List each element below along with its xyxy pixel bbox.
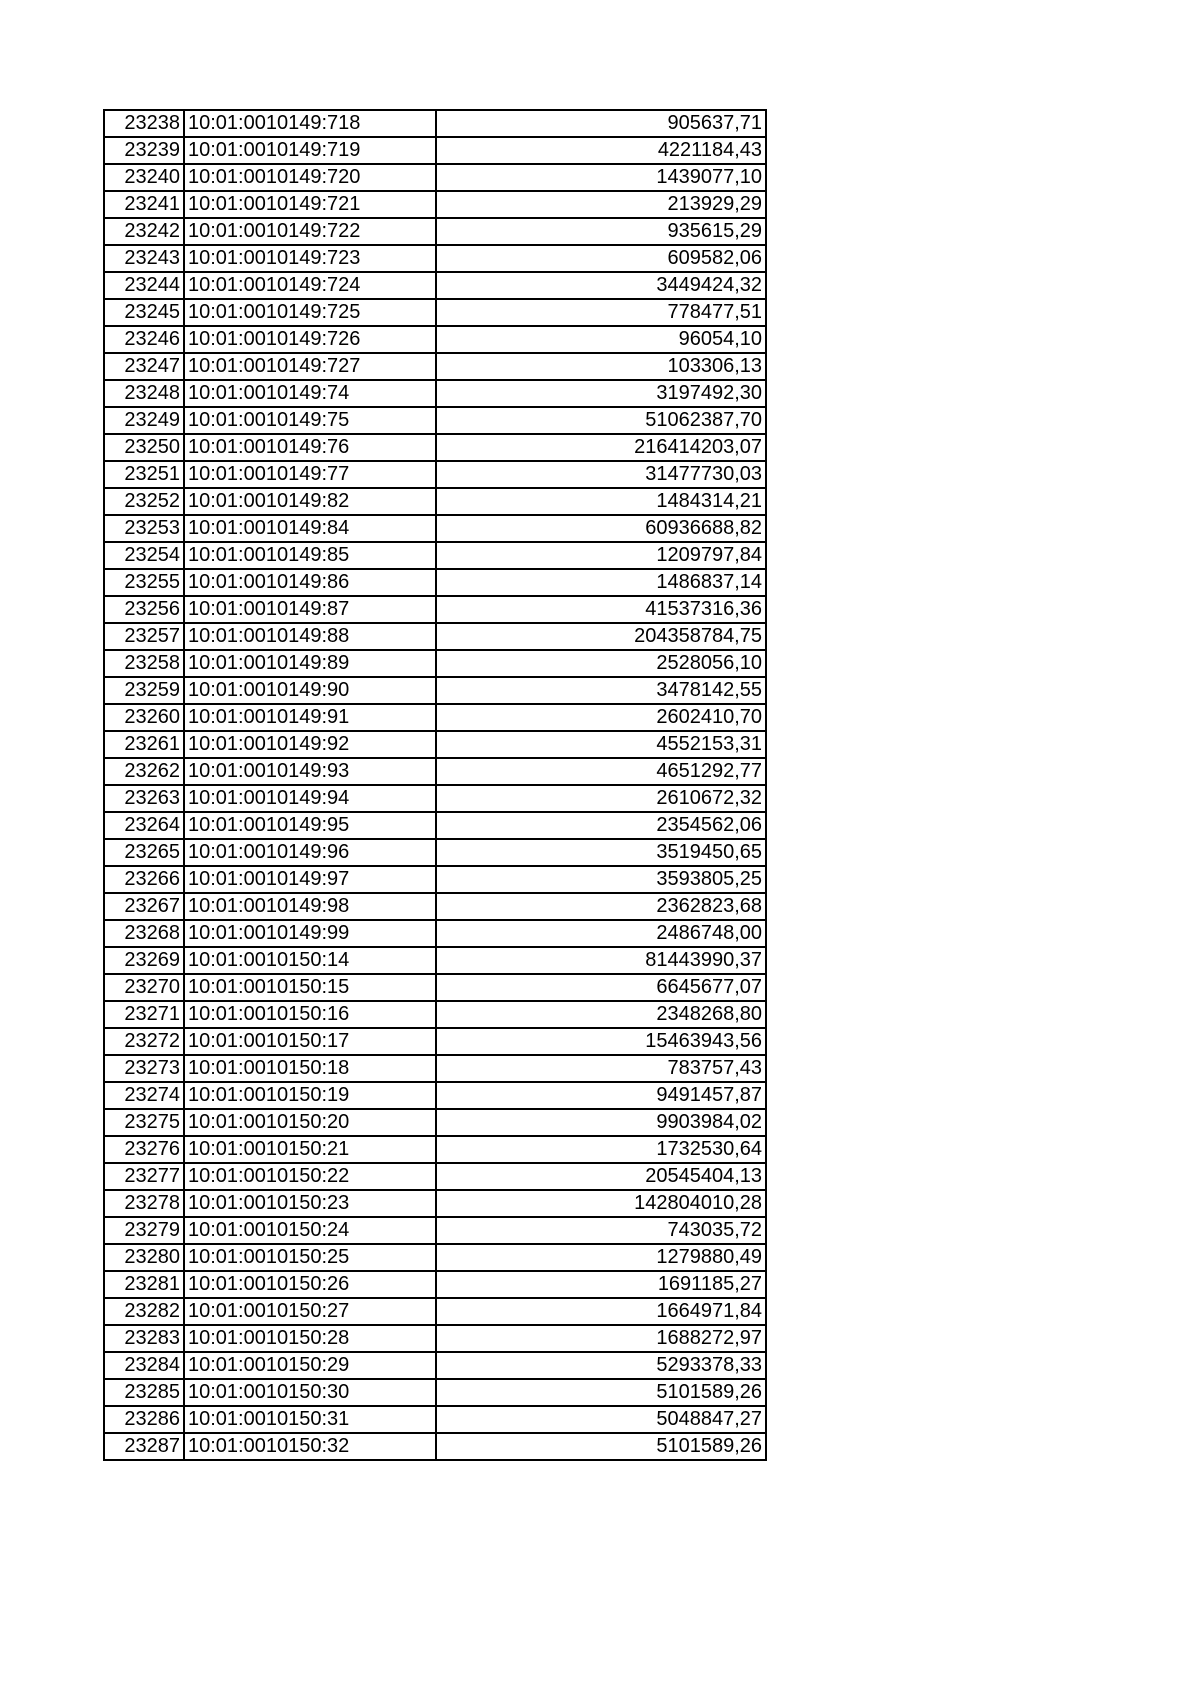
cadastral-number-cell: 10:01:0010149:75 [184,407,436,434]
cadastral-number-cell: 10:01:0010149:93 [184,758,436,785]
cadastral-number-cell: 10:01:0010149:82 [184,488,436,515]
cadastral-number-cell: 10:01:0010150:25 [184,1244,436,1271]
cadastral-number-cell: 10:01:0010149:723 [184,245,436,272]
table-row [104,947,766,974]
row-number-cell: 23255 [104,569,184,596]
row-number-cell: 23271 [104,1001,184,1028]
cadastral-number-cell: 10:01:0010149:721 [184,191,436,218]
row-number-cell: 23260 [104,704,184,731]
cadastral-number-cell: 10:01:0010149:720 [184,164,436,191]
row-number-cell: 23256 [104,596,184,623]
row-number-cell: 23246 [104,326,184,353]
table-row [104,785,766,812]
table-row [104,326,766,353]
row-number-cell: 23238 [104,110,184,137]
row-number-cell: 23267 [104,893,184,920]
cadastral-number-cell: 10:01:0010149:98 [184,893,436,920]
cadastral-number-cell: 10:01:0010149:722 [184,218,436,245]
row-number-cell: 23247 [104,353,184,380]
table-row [104,1136,766,1163]
cadastral-number-cell: 10:01:0010150:20 [184,1109,436,1136]
row-number-cell: 23278 [104,1190,184,1217]
row-number-cell: 23277 [104,1163,184,1190]
cadastral-number-cell: 10:01:0010150:18 [184,1055,436,1082]
row-number-cell: 23280 [104,1244,184,1271]
value-cell: 103306,13 [436,353,766,380]
table-row [104,677,766,704]
value-cell: 2602410,70 [436,704,766,731]
row-number-cell: 23259 [104,677,184,704]
row-number-cell: 23263 [104,785,184,812]
table-row [104,920,766,947]
table-row [104,1325,766,1352]
value-cell: 216414203,07 [436,434,766,461]
cadastral-number-cell: 10:01:0010150:16 [184,1001,436,1028]
row-number-cell: 23279 [104,1217,184,1244]
cadastral-number-cell: 10:01:0010150:15 [184,974,436,1001]
table-row [104,758,766,785]
cadastral-number-cell: 10:01:0010150:26 [184,1271,436,1298]
cadastral-number-cell: 10:01:0010149:725 [184,299,436,326]
cadastral-number-cell: 10:01:0010150:21 [184,1136,436,1163]
value-cell: 3478142,55 [436,677,766,704]
table-row [104,596,766,623]
cadastral-number-cell: 10:01:0010149:87 [184,596,436,623]
cadastral-number-cell: 10:01:0010150:31 [184,1406,436,1433]
row-number-cell: 23266 [104,866,184,893]
table-row [104,866,766,893]
cadastral-number-cell: 10:01:0010149:76 [184,434,436,461]
cadastral-number-cell: 10:01:0010149:94 [184,785,436,812]
row-number-cell: 23272 [104,1028,184,1055]
table-row [104,812,766,839]
cadastral-number-cell: 10:01:0010149:92 [184,731,436,758]
value-cell: 9903984,02 [436,1109,766,1136]
value-cell: 1732530,64 [436,1136,766,1163]
cadastral-number-cell: 10:01:0010149:726 [184,326,436,353]
row-number-cell: 23273 [104,1055,184,1082]
table-row [104,1271,766,1298]
row-number-cell: 23250 [104,434,184,461]
row-number-cell: 23270 [104,974,184,1001]
value-cell: 6645677,07 [436,974,766,1001]
row-number-cell: 23285 [104,1379,184,1406]
cadastral-number-cell: 10:01:0010149:718 [184,110,436,137]
row-number-cell: 23286 [104,1406,184,1433]
data-table [103,109,767,1461]
value-cell: 5101589,26 [436,1379,766,1406]
cadastral-number-cell: 10:01:0010149:88 [184,623,436,650]
value-cell: 2354562,06 [436,812,766,839]
table-row [104,1082,766,1109]
value-cell: 3449424,32 [436,272,766,299]
cadastral-number-cell: 10:01:0010150:27 [184,1298,436,1325]
value-cell: 4221184,43 [436,137,766,164]
value-cell: 743035,72 [436,1217,766,1244]
row-number-cell: 23282 [104,1298,184,1325]
table-row [104,1217,766,1244]
value-cell: 213929,29 [436,191,766,218]
table-row [104,1379,766,1406]
row-number-cell: 23264 [104,812,184,839]
row-number-cell: 23244 [104,272,184,299]
row-number-cell: 23283 [104,1325,184,1352]
cadastral-number-cell: 10:01:0010150:23 [184,1190,436,1217]
row-number-cell: 23257 [104,623,184,650]
value-cell: 142804010,28 [436,1190,766,1217]
table-row [104,434,766,461]
cadastral-number-cell: 10:01:0010150:30 [184,1379,436,1406]
cadastral-number-cell: 10:01:0010149:84 [184,515,436,542]
table-row [104,731,766,758]
table-row [104,1163,766,1190]
row-number-cell: 23254 [104,542,184,569]
cadastral-number-cell: 10:01:0010149:85 [184,542,436,569]
row-number-cell: 23276 [104,1136,184,1163]
row-number-cell: 23251 [104,461,184,488]
row-number-cell: 23269 [104,947,184,974]
cadastral-number-cell: 10:01:0010149:77 [184,461,436,488]
value-cell: 3519450,65 [436,839,766,866]
table-row [104,1109,766,1136]
table-row [104,1298,766,1325]
row-number-cell: 23261 [104,731,184,758]
row-number-cell: 23241 [104,191,184,218]
value-cell: 5101589,26 [436,1433,766,1460]
value-cell: 15463943,56 [436,1028,766,1055]
table-row [104,1244,766,1271]
cadastral-number-cell: 10:01:0010150:14 [184,947,436,974]
table-row [104,1001,766,1028]
table-row [104,407,766,434]
row-number-cell: 23268 [104,920,184,947]
cadastral-number-cell: 10:01:0010149:86 [184,569,436,596]
value-cell: 1209797,84 [436,542,766,569]
cadastral-number-cell: 10:01:0010149:719 [184,137,436,164]
table-row [104,461,766,488]
value-cell: 1439077,10 [436,164,766,191]
row-number-cell: 23240 [104,164,184,191]
row-number-cell: 23252 [104,488,184,515]
table-row [104,380,766,407]
table-row [104,1055,766,1082]
table-row [104,569,766,596]
table-row [104,218,766,245]
value-cell: 2528056,10 [436,650,766,677]
value-cell: 81443990,37 [436,947,766,974]
value-cell: 2486748,00 [436,920,766,947]
value-cell: 41537316,36 [436,596,766,623]
table-row [104,164,766,191]
table-row [104,650,766,677]
table-row [104,893,766,920]
row-number-cell: 23243 [104,245,184,272]
cadastral-number-cell: 10:01:0010150:24 [184,1217,436,1244]
table-row [104,353,766,380]
value-cell: 3197492,30 [436,380,766,407]
table-row [104,272,766,299]
row-number-cell: 23275 [104,1109,184,1136]
value-cell: 1664971,84 [436,1298,766,1325]
value-cell: 905637,71 [436,110,766,137]
value-cell: 31477730,03 [436,461,766,488]
row-number-cell: 23274 [104,1082,184,1109]
value-cell: 778477,51 [436,299,766,326]
value-cell: 51062387,70 [436,407,766,434]
table-row [104,1190,766,1217]
row-number-cell: 23262 [104,758,184,785]
value-cell: 783757,43 [436,1055,766,1082]
value-cell: 1484314,21 [436,488,766,515]
cadastral-number-cell: 10:01:0010150:29 [184,1352,436,1379]
value-cell: 609582,06 [436,245,766,272]
cadastral-number-cell: 10:01:0010150:17 [184,1028,436,1055]
cadastral-number-cell: 10:01:0010149:724 [184,272,436,299]
cadastral-number-cell: 10:01:0010149:99 [184,920,436,947]
value-cell: 1486837,14 [436,569,766,596]
value-cell: 96054,10 [436,326,766,353]
cadastral-number-cell: 10:01:0010150:28 [184,1325,436,1352]
value-cell: 2610672,32 [436,785,766,812]
row-number-cell: 23265 [104,839,184,866]
table-row [104,1352,766,1379]
value-cell: 5048847,27 [436,1406,766,1433]
table-row [104,191,766,218]
value-cell: 1688272,97 [436,1325,766,1352]
cadastral-number-cell: 10:01:0010149:96 [184,839,436,866]
row-number-cell: 23248 [104,380,184,407]
cadastral-number-cell: 10:01:0010149:727 [184,353,436,380]
cadastral-number-cell: 10:01:0010149:74 [184,380,436,407]
row-number-cell: 23239 [104,137,184,164]
table-row [104,137,766,164]
row-number-cell: 23258 [104,650,184,677]
table-row [104,488,766,515]
table-row [104,299,766,326]
value-cell: 4651292,77 [436,758,766,785]
value-cell: 2348268,80 [436,1001,766,1028]
value-cell: 3593805,25 [436,866,766,893]
row-number-cell: 23245 [104,299,184,326]
row-number-cell: 23287 [104,1433,184,1460]
table-row [104,623,766,650]
table-row [104,1028,766,1055]
table-row [104,542,766,569]
table-row [104,839,766,866]
table-row [104,1433,766,1460]
value-cell: 20545404,13 [436,1163,766,1190]
value-cell: 2362823,68 [436,893,766,920]
value-cell: 935615,29 [436,218,766,245]
value-cell: 9491457,87 [436,1082,766,1109]
row-number-cell: 23242 [104,218,184,245]
value-cell: 1279880,49 [436,1244,766,1271]
cadastral-number-cell: 10:01:0010149:90 [184,677,436,704]
value-cell: 60936688,82 [436,515,766,542]
row-number-cell: 23253 [104,515,184,542]
row-number-cell: 23281 [104,1271,184,1298]
table-row [104,974,766,1001]
table-row [104,245,766,272]
cadastral-number-cell: 10:01:0010150:19 [184,1082,436,1109]
table-row [104,110,766,137]
table-body [104,110,766,1460]
cadastral-number-cell: 10:01:0010149:95 [184,812,436,839]
value-cell: 5293378,33 [436,1352,766,1379]
value-cell: 4552153,31 [436,731,766,758]
cadastral-number-cell: 10:01:0010149:89 [184,650,436,677]
cadastral-number-cell: 10:01:0010149:97 [184,866,436,893]
table-row [104,1406,766,1433]
table-row [104,515,766,542]
value-cell: 204358784,75 [436,623,766,650]
cadastral-number-cell: 10:01:0010150:32 [184,1433,436,1460]
table-row [104,704,766,731]
cadastral-number-cell: 10:01:0010150:22 [184,1163,436,1190]
cadastral-number-cell: 10:01:0010149:91 [184,704,436,731]
row-number-cell: 23249 [104,407,184,434]
row-number-cell: 23284 [104,1352,184,1379]
value-cell: 1691185,27 [436,1271,766,1298]
